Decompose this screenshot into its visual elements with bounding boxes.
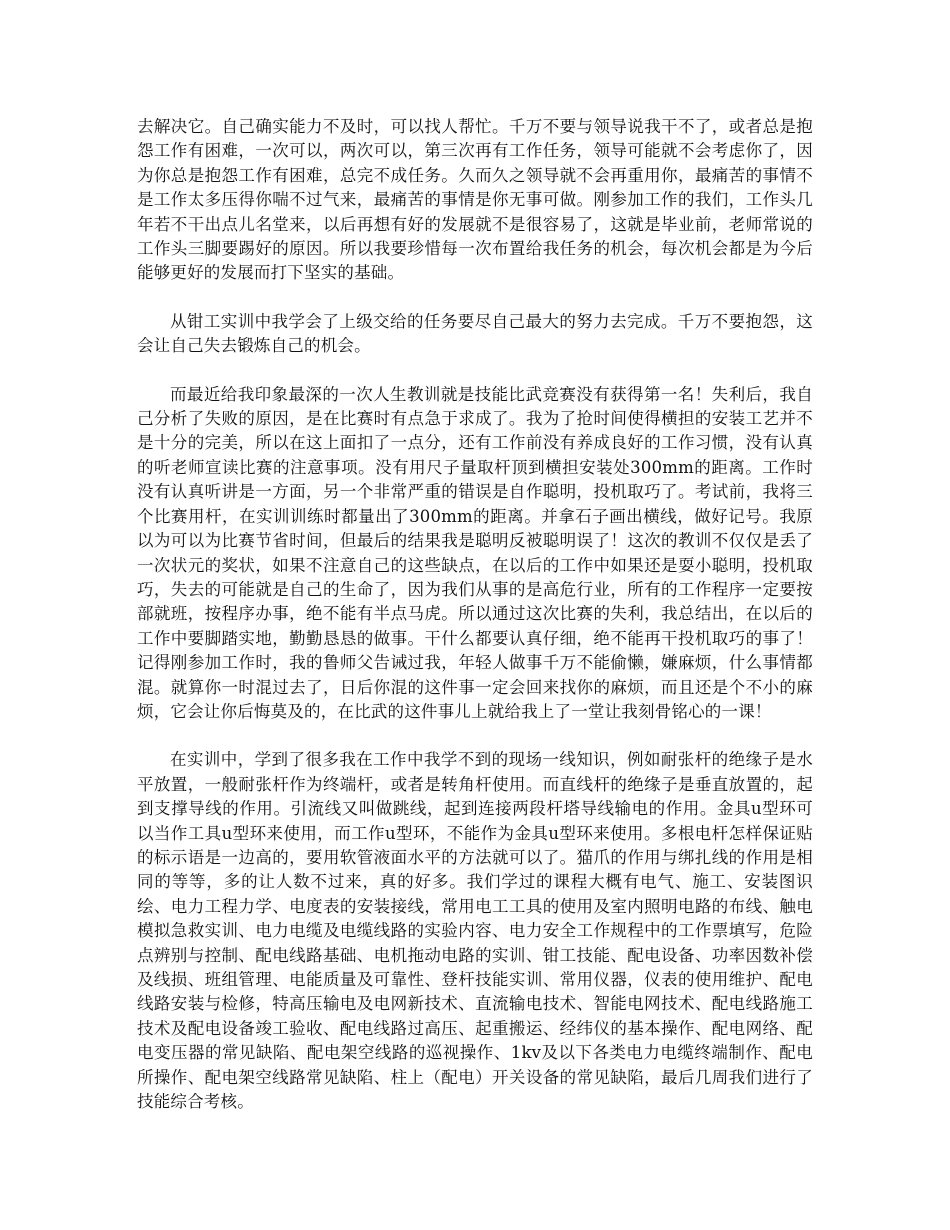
document-page (137, 115, 813, 1138)
paragraph-continuation: 去解决它。自己确实能力不及时，可以找人帮忙。千万不要与领导说我干不了，或者总是抱怨工作有困难，一次可以，两次可以，第三次再有工作任务，领导可能就不会考虑你了，因为你总是抱怨工作有困难，总完不成任务。久而久之领导就不会再重用你，最痛苦的事情不是工作太多压得你喘不过气来，最痛苦的事情是你无事可做。刚参加工作的我们，工作头几年若不干出点儿名堂来，以后再想有好的发展就不是很容易了，这就是毕业前，老师常说的工作头三脚要踢好的原因。所以我要珍惜每一次布置给我任务的机会，每次机会都是为今后能够更好的发展而打下坚实的基础。 (137, 117, 813, 283)
paragraph-training-knowledge: 在实训中，学到了很多我在工作中我学不到的现场一线知识，例如耐张杆的绝缘子是水平放置，一般耐张杆作为终端杆，或者是转角杆使用。而直线杆的绝缘子是垂直放置的，起到支撑导线的作用。引流线又叫做跳线，起到连接两段杆塔导线输电的作用。金具u型环可以当作工具u型环来使用，而工作u型环，不能作为金具u型环来使用。多根电杆怎样保证贴的标示语是一边高的，要用软管液面水平的方法就可以了。猫爪的作用与绑扎线的作用是相同的等等，多的让人数不过来，真的好多。我们学过的课程大概有电气、施工、安装图识绘、电力工程力学、电度表的安装接线，常用电工工具的使用及室内照明电路的布线、触电模拟急救实训、电力电缆及电缆线路的实验内容、电力安全工作规程中的工作票填写，危险点辨别与控制、配电线路基础、电机拖动电路的实训、钳工技能、配电设备、功率因数补偿及线损、班组管理、电能质量及可靠性、登杆技能实训、常用仪器，仪表的使用维护、配电线路安装与检修，特高压输电及电网新技术、直流输电技术、智能电网技术、配电线路施工技术及配电设备竣工验收、配电线路过高压、起重搬运、经纬仪的基本操作、配电网络、配电变压器的常见缺陷、配电架空线路的巡视操作、1kv及以下各类电力电缆终端制作、配电所操作、配电架空线路常见缺陷、柱上（配电）开关设备的常见缺陷，最后几周我们进行了技能综合考核。 (137, 750, 813, 1112)
paragraph-fitter-training: 从钳工实训中我学会了上级交给的任务要尽自己最大的努力去完成。千万不要抱怨，这会让自己失去锻炼自己的机会。 (137, 311, 813, 356)
paragraph-competition-lesson: 而最近给我印象最深的一次人生教训就是技能比武竞赛没有获得第一名！失利后，我自己分析了失败的原因，是在比赛时有点急于求成了。我为了抢时间使得横担的安装工艺并不是十分的完美，所以在这上面扣了一点分，还有工作前没有养成良好的工作习惯，没有认真的听老师宣读比赛的注意事项。没有用尺子量取杆顶到横担安装处300mm的距离。工作时没有认真听讲是一方面，另一个非常严重的错误是自作聪明，投机取巧了。考试前，我将三个比赛用杆，在实训训练时都量出了300mm的距离。并拿石子画出横线，做好记号。我原以为可以为比赛节省时间，但最后的结果我是聪明反被聪明误了！这次的教训不仅仅是丢了一次状元的奖状，如果不注意自己的这些缺点，在以后的工作中如果还是耍小聪明，投机取巧，失去的可能就是自己的生命了，因为我们从事的是高危行业，所有的工作程序一定要按部就班，按程序办事，绝不能有半点马虎。所以通过这次比赛的失利，我总结出，在以后的工作中要脚踏实地，勤勤恳恳的做事。干什么都要认真仔细，绝不能再干投机取巧的事了！记得刚参加工作时，我的鲁师父告诫过我，年轻人做事千万不能偷懒，嫌麻烦，什么事情都混。就算你一时混过去了，日后你混的这件事一定会回来找你的麻烦，而且还是个不小的麻烦，它会让你后悔莫及的，在比武的这件事儿上就给我上了一堂让我刻骨铭心的一课！ (137, 384, 813, 721)
